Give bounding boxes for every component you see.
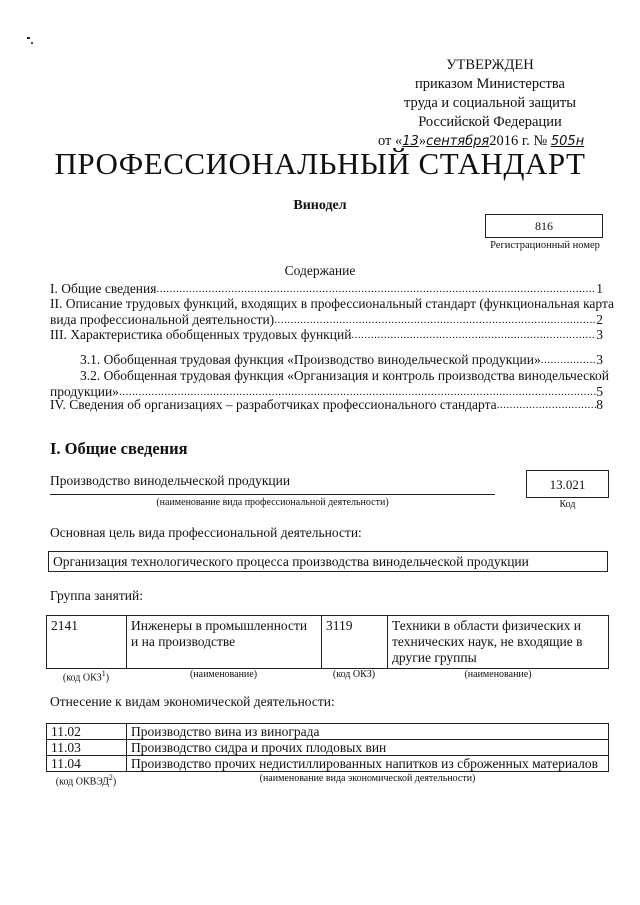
toc-page: 3	[596, 352, 603, 367]
activity-code-caption: Код	[559, 499, 576, 510]
date-quote: »	[418, 133, 427, 149]
okz-code: 3119	[322, 616, 388, 669]
toc-entry[interactable]	[50, 327, 603, 343]
okved-name: Производство сидра и прочих плодовых вин	[127, 740, 609, 756]
section-heading: I. Общие сведения	[50, 439, 188, 458]
okved-code: 11.02	[47, 724, 127, 740]
okz-name: Инженеры в промышленности и на производстве	[127, 616, 322, 669]
toc-entry-text: 3.2. Обобщенная трудовая функция «Организация и контроль производства винодельческой	[80, 368, 609, 383]
date-year: 2016 г. №	[489, 133, 548, 149]
footnote-mark: 2	[108, 773, 113, 782]
toc-entry-text: I. Общие сведения	[50, 281, 157, 296]
approval-line: приказом Министерства	[415, 76, 565, 92]
standard-name: Винодел	[293, 198, 347, 213]
okved-name: Производство вина из винограда	[127, 724, 609, 740]
okved-name: Производство прочих недистиллированных напитков из сброженных материалов	[127, 756, 609, 772]
date-day-handwritten: 13	[402, 134, 419, 149]
activity-caption: (наименование вида профессиональной деятельности)	[156, 497, 389, 508]
occupation-group-label: Группа занятий:	[50, 588, 143, 603]
date-month-handwritten: сентября	[426, 134, 490, 149]
toc-entry[interactable]	[50, 352, 603, 368]
toc-entry-text: IV. Сведения об организациях – разработчиках профессионального стандарта	[50, 397, 497, 412]
approval-line: труда и социальной защиты	[404, 95, 576, 111]
purpose-value-box: Организация технологического процесса производства винодельческой продукции	[48, 551, 608, 572]
activity-kind: Производство винодельческой продукции	[50, 473, 291, 488]
scan-speck	[31, 42, 33, 44]
table-row	[47, 740, 609, 756]
registration-number-box: 816	[485, 214, 603, 238]
caption-text: (код ОКЗ	[62, 672, 102, 684]
okved-code: 11.03	[47, 740, 127, 756]
document-title: ПРОФЕССИОНАЛЬНЫЙ СТАНДАРТ	[54, 146, 586, 181]
occupation-table	[46, 615, 609, 669]
toc-entry-text: вида профессиональной деятельности)	[50, 312, 275, 327]
caption-text: )	[112, 776, 117, 788]
toc-page: 3	[596, 327, 603, 342]
okved-table	[46, 723, 609, 772]
table-row	[47, 616, 609, 669]
toc-entry[interactable]	[50, 296, 615, 328]
table-row	[47, 756, 609, 772]
purpose-label: Основная цель вида профессиональной деятельности:	[50, 525, 362, 540]
toc-entry[interactable]	[50, 397, 603, 413]
caption-text: (код ОКВЭД	[55, 776, 109, 788]
activity-underline	[50, 494, 495, 495]
okz-name: Техники в области физических и технических наук, не входящие в другие группы	[388, 616, 609, 669]
toc-leader	[274, 312, 596, 328]
toc-entry[interactable]	[50, 281, 603, 297]
toc-leader	[351, 327, 596, 343]
activity-code-box: 13.021	[526, 470, 609, 498]
toc-entry-text: 3.1. Обобщенная трудовая функция «Производство винодельческой продукции»	[80, 352, 541, 367]
okved-code-caption	[46, 773, 126, 787]
okz-code: 2141	[47, 616, 127, 669]
table-row	[47, 724, 609, 740]
footnote-mark: 1	[101, 669, 106, 678]
toc-heading: Содержание	[284, 263, 356, 278]
toc-entry[interactable]	[50, 368, 609, 400]
okved-name-caption: (наименование вида экономической деятельности)	[259, 773, 476, 784]
order-number-handwritten: 505н	[550, 134, 585, 149]
toc-entry-text: продукции»	[50, 384, 119, 399]
toc-leader	[156, 281, 596, 297]
okz-code-caption	[46, 669, 126, 683]
toc-page: 1	[596, 281, 603, 296]
approval-block	[370, 56, 610, 151]
toc-page: 8	[596, 397, 603, 412]
toc-entry-text: III. Характеристика обобщенных трудовых функций	[50, 327, 352, 342]
okz-name-caption: (наименование)	[464, 669, 532, 680]
registration-number-label: Регистрационный номер	[490, 240, 600, 251]
approval-line: УТВЕРЖДЕН	[446, 57, 534, 73]
okved-code: 11.04	[47, 756, 127, 772]
okz-code-caption: (код ОКЗ)	[332, 669, 376, 680]
date-prefix: от «	[378, 133, 403, 149]
toc-page: 2	[596, 312, 603, 327]
toc-leader	[497, 397, 597, 413]
toc-page: 5	[596, 384, 603, 399]
toc-leader	[541, 352, 597, 368]
economic-activity-label: Отнесение к видам экономической деятельности:	[50, 694, 335, 709]
toc-entry-text: II. Описание трудовых функций, входящих в профессиональный стандарт (функциональная карта	[50, 296, 615, 311]
scan-speck	[27, 37, 30, 39]
approval-line: Российской Федерации	[418, 114, 562, 130]
okz-name-caption: (наименование)	[189, 669, 258, 680]
caption-text: )	[105, 672, 110, 684]
